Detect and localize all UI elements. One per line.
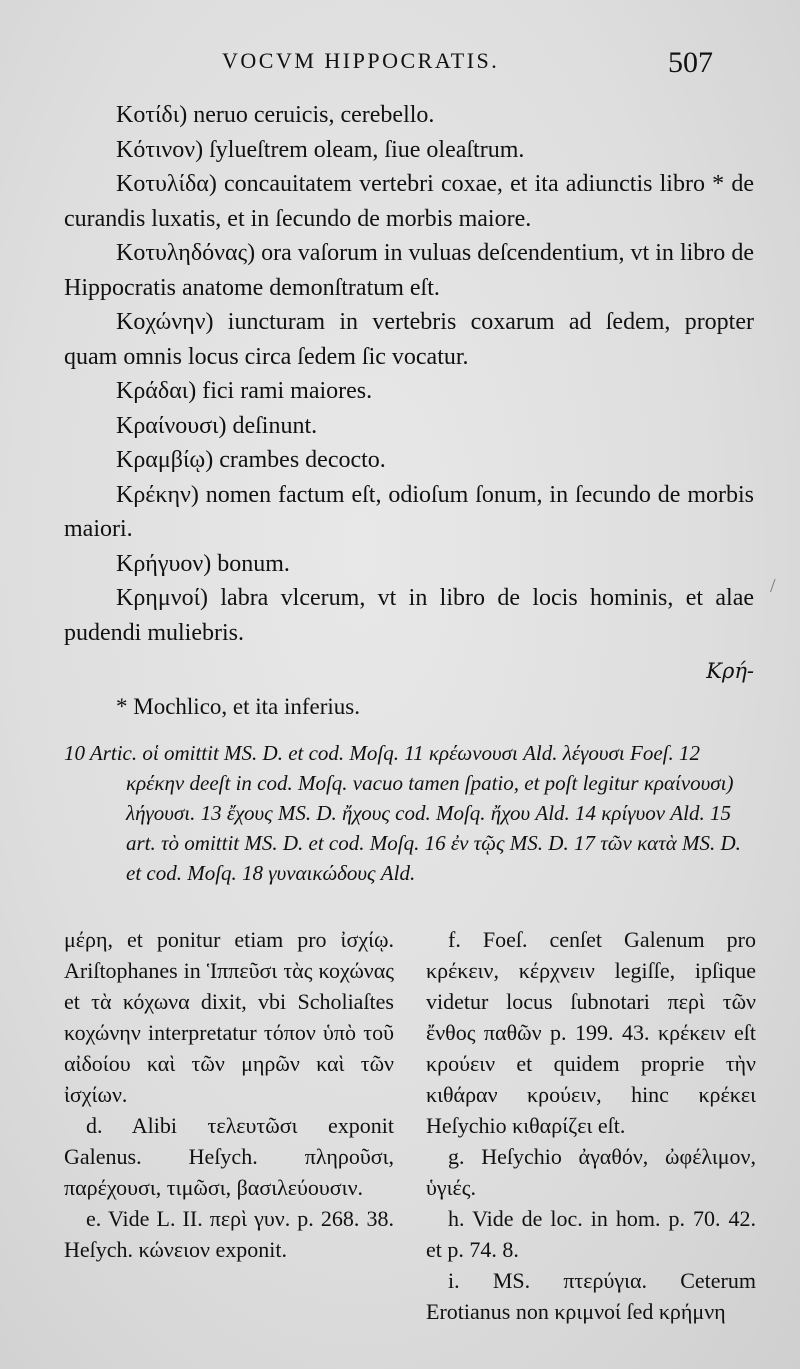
note-paragraph: μέρη, et ponitur etiam pro ἰσχίῳ. Ariſtophanes in Ἱππεῦσι τὰς κοχώνας et τὰ κόχωνα dixit, vbi Scholiaſtes κοχώνην interpretatur τόπον ὑπὸ τοῦ αἰδοίου καὶ τῶν μηρῶν καὶ τῶν ἰσχίων.	[64, 927, 394, 1107]
margin-mark: /	[770, 575, 776, 597]
note-paragraph: e. Vide L. II. περὶ γυν. p. 268. 38. Heſych. κώνειον exponit.	[64, 1206, 394, 1262]
page-header	[0, 44, 800, 88]
footnote: * Mochlico, et ita inferius.	[116, 694, 360, 719]
lexicon-entry: Κρημνοί) labra vlcerum, vt in libro de locis hominis, et alae pudendi muliebris.	[64, 585, 754, 646]
lexicon-entry: Κοτίδι) neruo ceruicis, cerebello.	[116, 102, 435, 128]
page-number: 507	[668, 46, 713, 79]
running-title: VOCVM HIPPOCRATIS.	[222, 48, 500, 73]
lexicon-entry: Κρέκην) nomen factum eſt, odioſum ſonum, in ſecundo de morbis maiori.	[64, 481, 754, 542]
catchword: Κρή-	[706, 659, 754, 683]
lexicon-entry: Κοχώνην) iuncturam in vertebris coxarum ad ſedem, propter quam omnis locus circa ſedem ſic vocatur.	[64, 309, 754, 370]
lexicon-entry: Κραμβίῳ) crambes decocto.	[116, 447, 386, 473]
note-paragraph: g. Heſychio ἀγαθόν, ὠφέλιμον, ὑγιές.	[426, 1144, 756, 1200]
note-paragraph: h. Vide de loc. in hom. p. 70. 42. et p. 74. 8.	[426, 1206, 756, 1262]
lexicon-entry: Κραίνουσι) deſinunt.	[116, 412, 318, 439]
lexicon-entry: Κράδαι) fici rami maiores.	[116, 378, 373, 404]
note-paragraph: d. Alibi τελευτῶσι exponit Galenus. Heſych. πληροῦσι, παρέχουσι, τιμῶσι, βασιλεύουσιν.	[64, 1113, 394, 1200]
note-paragraph: f. Foeſ. cenſet Galenum pro κρέκειν, κέρχνειν legiſſe, ipſique videtur locus ſubnotari περὶ τῶν ἔνθος παθῶν p. 199. 43. κρέκειν eſt κρούειν et quidem proprie τὴν κιθάραν κρούειν, hinc κρέκει Heſychio κιθαρίζει eſt.	[426, 927, 756, 1138]
lexicon-entry: Κότινον) ſylueſtrem oleam, ſiue oleaſtrum.	[116, 136, 525, 163]
lexicon-entry: Κρήγυον) bonum.	[116, 550, 290, 577]
lexicon-entries	[64, 98, 754, 725]
lexicon-entry: Κοτυλίδα) concauitatem vertebri coxae, et ita adiunctis libro * de curandis luxatis, et in ſecundo de morbis maiore.	[64, 171, 754, 232]
variant-readings	[64, 738, 754, 888]
variant-reading-block: 10 Artic. οἱ omittit MS. D. et cod. Moſq. 11 κρέωνουσι Ald. λέγουσι Foeſ. 12 κρέκην deeſt in cod. Moſq. vacuo tamen ſpatio, et poſt legitur κραίνουσι) λήγουσι. 13 ἔχους MS. D. ἤχους cod. Moſq. ἤχου Ald. 14 κρίγυον Ald. 15 art. τὸ omittit MS. D. et cod. Moſq. 16 ἐν τῷς MS. D. 17 τῶν κατὰ MS. D. et cod. Moſq. 18 γυναικώδους Ald.	[64, 741, 741, 885]
note-paragraph: i. MS. πτερύγια. Ceterum Erotianus non κριμνοί ſed κρήμνη	[426, 1268, 756, 1324]
notes-right-column	[426, 924, 756, 1327]
notes-left-column	[64, 924, 394, 1265]
note-columns	[64, 924, 754, 1354]
lexicon-entry: Κοτυληδόνας) ora vaſorum in vuluas deſcendentium, vt in libro de Hippocratis anatome demonſtratum eſt.	[64, 240, 754, 301]
